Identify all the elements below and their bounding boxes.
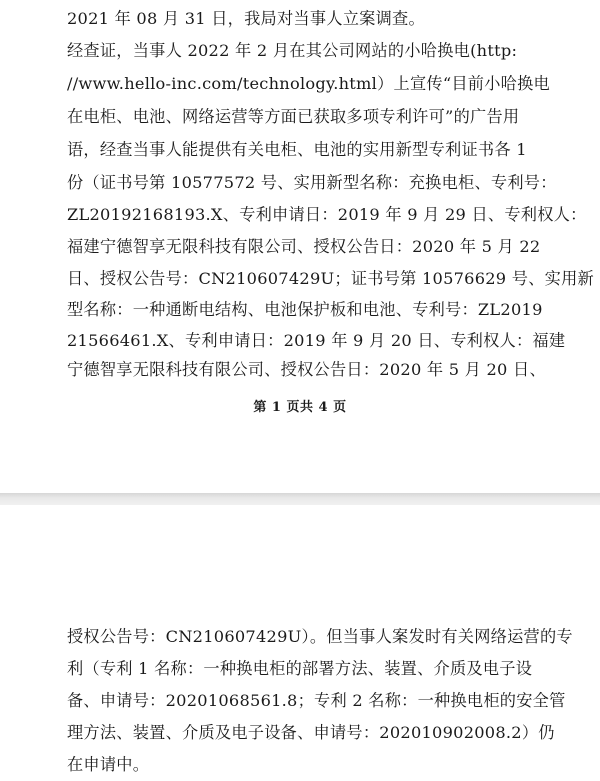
page-separator — [0, 493, 600, 505]
document-page-2 — [0, 505, 600, 781]
text-line: 21566461.X、专利申请日：2019 年 9 月 20 日、专利权人：福建 — [67, 331, 566, 350]
text-line: 经查证，当事人 2022 年 2 月在其公司网站的小哈换电(http: — [67, 41, 518, 60]
text-line: 宁德智享无限科技有限公司、授权公告日：2020 年 5 月 20 日、 — [67, 360, 546, 379]
text-line: 备、申请号：20201068561.8；专利 2 名称：一种换电柜的安全管 — [67, 691, 566, 710]
text-line: 2021 年 08 月 31 日，我局对当事人立案调查。 — [67, 9, 425, 28]
text-line: 在电柜、电池、网络运营等方面已获取多项专利许可”的广告用 — [67, 107, 520, 126]
text-line: 型名称：一种通断电结构、电池保护板和电池、专利号：ZL2019 — [67, 300, 543, 319]
text-line: 授权公告号：CN210607429U）。但当事人案发时有关网络运营的专 — [67, 627, 573, 646]
text-line: //www.hello-inc.com/technology.html）上宣传“目前小哈换电 — [67, 74, 550, 93]
text-line: 语，经查当事人能提供有关电柜、电池的实用新型专利证书各 1 — [67, 140, 527, 159]
text-line: 理方法、装置、介质及电子设备、申请号：202010902008.2）仍 — [67, 723, 555, 742]
text-line: 日、授权公告号：CN210607429U；证书号第 10576629 号、实用新 — [67, 269, 594, 288]
text-line: 份（证书号第 10577572 号、实用新型名称：充换电柜、专利号： — [67, 173, 557, 192]
text-line: 利（专利 1 名称：一种换电柜的部署方法、装置、介质及电子设 — [67, 659, 533, 678]
text-line: ZL20192168193.X、专利申请日：2019 年 9 月 29 日、专利权人： — [67, 205, 587, 224]
text-line: 在申请中。 — [67, 755, 150, 774]
text-line: 福建宁德智享无限科技有限公司、授权公告日：2020 年 5 月 22 — [67, 237, 541, 256]
page-number-footer: 第 1 页共 4 页 — [253, 400, 347, 415]
